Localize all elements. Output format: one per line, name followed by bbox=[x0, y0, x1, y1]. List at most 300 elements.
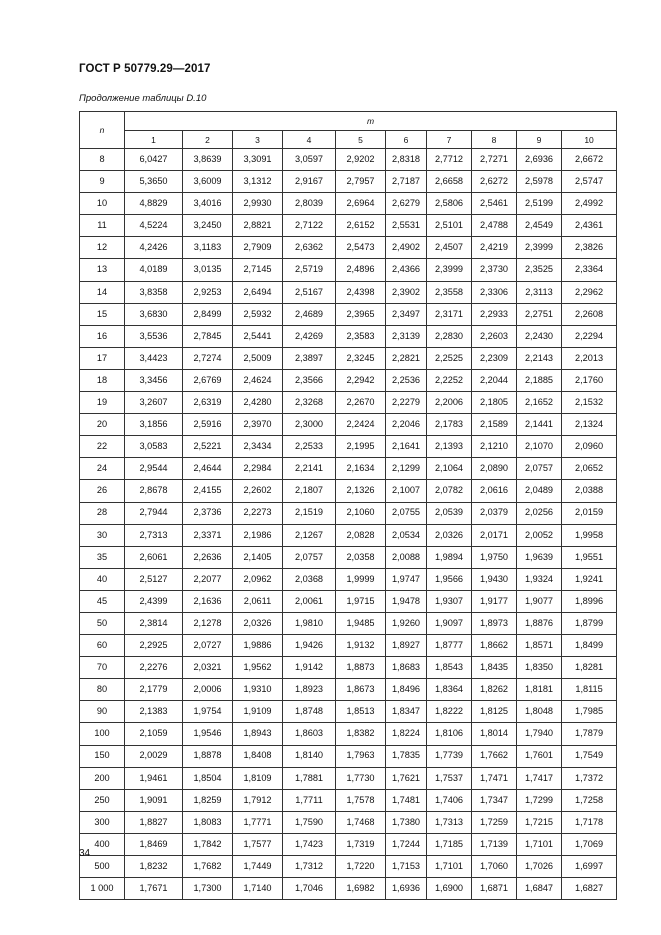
value-cell: 1,8083 bbox=[183, 811, 233, 833]
value-cell: 2,0616 bbox=[472, 480, 517, 502]
column-header-m-1: 1 bbox=[125, 131, 183, 149]
value-cell: 2,1405 bbox=[233, 546, 283, 568]
row-n-cell: 60 bbox=[80, 635, 125, 657]
value-cell: 2,4624 bbox=[233, 369, 283, 391]
value-cell: 1,7771 bbox=[233, 811, 283, 833]
value-cell: 3,2450 bbox=[183, 215, 233, 237]
value-cell: 1,7879 bbox=[562, 723, 617, 745]
value-cell: 1,9260 bbox=[386, 612, 427, 634]
table-row bbox=[80, 524, 617, 546]
value-cell: 1,8224 bbox=[386, 723, 427, 745]
value-cell: 2,3171 bbox=[427, 303, 472, 325]
value-cell: 2,0326 bbox=[233, 612, 283, 634]
value-cell: 2,6272 bbox=[472, 171, 517, 193]
value-cell: 4,8829 bbox=[125, 193, 183, 215]
value-cell: 2,2942 bbox=[336, 369, 386, 391]
value-cell: 1,8571 bbox=[517, 635, 562, 657]
value-cell: 1,8014 bbox=[472, 723, 517, 745]
value-cell: 1,7069 bbox=[562, 833, 617, 855]
value-cell: 1,8181 bbox=[517, 679, 562, 701]
value-cell: 2,4399 bbox=[125, 590, 183, 612]
table-row bbox=[80, 546, 617, 568]
value-cell: 1,7842 bbox=[183, 833, 233, 855]
value-cell: 2,6362 bbox=[283, 237, 336, 259]
value-cell: 2,5009 bbox=[233, 347, 283, 369]
value-cell: 2,2006 bbox=[427, 392, 472, 414]
row-n-cell: 40 bbox=[80, 568, 125, 590]
value-cell: 1,9551 bbox=[562, 546, 617, 568]
table-row bbox=[80, 612, 617, 634]
value-cell: 2,5221 bbox=[183, 436, 233, 458]
value-cell: 2,2751 bbox=[517, 303, 562, 325]
value-cell: 2,4155 bbox=[183, 480, 233, 502]
value-cell: 2,0061 bbox=[283, 590, 336, 612]
value-cell: 1,9310 bbox=[233, 679, 283, 701]
value-cell: 1,8662 bbox=[472, 635, 517, 657]
value-cell: 2,1393 bbox=[427, 436, 472, 458]
value-cell: 2,7845 bbox=[183, 325, 233, 347]
value-cell: 2,5531 bbox=[386, 215, 427, 237]
value-cell: 1,8125 bbox=[472, 701, 517, 723]
value-cell: 1,6997 bbox=[562, 856, 617, 878]
value-cell: 1,7835 bbox=[386, 745, 427, 767]
value-cell: 1,7963 bbox=[336, 745, 386, 767]
value-cell: 1,7577 bbox=[233, 833, 283, 855]
value-cell: 2,7944 bbox=[125, 502, 183, 524]
value-cell: 2,1060 bbox=[336, 502, 386, 524]
value-cell: 2,6279 bbox=[386, 193, 427, 215]
value-cell: 2,5719 bbox=[283, 259, 336, 281]
value-cell: 2,1636 bbox=[183, 590, 233, 612]
value-cell: 3,4423 bbox=[125, 347, 183, 369]
value-cell: 2,0358 bbox=[336, 546, 386, 568]
value-cell: 2,4398 bbox=[336, 281, 386, 303]
value-cell: 2,6494 bbox=[233, 281, 283, 303]
table-row bbox=[80, 657, 617, 679]
value-cell: 2,3139 bbox=[386, 325, 427, 347]
table-row bbox=[80, 878, 617, 900]
row-n-cell: 30 bbox=[80, 524, 125, 546]
value-cell: 1,7537 bbox=[427, 767, 472, 789]
table-row bbox=[80, 856, 617, 878]
value-cell: 2,2141 bbox=[283, 458, 336, 480]
value-cell: 1,7300 bbox=[183, 878, 233, 900]
value-cell: 2,9544 bbox=[125, 458, 183, 480]
value-cell: 1,8943 bbox=[233, 723, 283, 745]
table-row bbox=[80, 502, 617, 524]
value-cell: 2,5441 bbox=[233, 325, 283, 347]
value-cell: 1,7549 bbox=[562, 745, 617, 767]
value-cell: 2,2933 bbox=[472, 303, 517, 325]
value-cell: 2,5101 bbox=[427, 215, 472, 237]
row-n-cell: 50 bbox=[80, 612, 125, 634]
value-cell: 2,3999 bbox=[427, 259, 472, 281]
value-cell: 2,1589 bbox=[472, 414, 517, 436]
value-cell: 1,8799 bbox=[562, 612, 617, 634]
row-n-cell: 11 bbox=[80, 215, 125, 237]
value-cell: 2,2013 bbox=[562, 347, 617, 369]
row-n-cell: 90 bbox=[80, 701, 125, 723]
value-cell: 1,9750 bbox=[472, 546, 517, 568]
value-cell: 2,2821 bbox=[386, 347, 427, 369]
value-cell: 2,0159 bbox=[562, 502, 617, 524]
value-cell: 1,8777 bbox=[427, 635, 472, 657]
value-cell: 2,3730 bbox=[472, 259, 517, 281]
value-cell: 1,7313 bbox=[427, 811, 472, 833]
table-row bbox=[80, 745, 617, 767]
value-cell: 1,7258 bbox=[562, 789, 617, 811]
value-cell: 2,4366 bbox=[386, 259, 427, 281]
value-cell: 3,1312 bbox=[233, 171, 283, 193]
value-cell: 2,4788 bbox=[472, 215, 517, 237]
row-n-cell: 19 bbox=[80, 392, 125, 414]
value-cell: 1,6900 bbox=[427, 878, 472, 900]
value-cell: 1,8106 bbox=[427, 723, 472, 745]
value-cell: 1,8496 bbox=[386, 679, 427, 701]
value-cell: 1,8673 bbox=[336, 679, 386, 701]
value-cell: 2,7957 bbox=[336, 171, 386, 193]
value-cell: 2,7187 bbox=[386, 171, 427, 193]
value-cell: 2,0727 bbox=[183, 635, 233, 657]
table-row bbox=[80, 723, 617, 745]
value-cell: 1,7912 bbox=[233, 789, 283, 811]
column-number-row bbox=[80, 131, 617, 149]
table-row bbox=[80, 215, 617, 237]
value-cell: 2,5916 bbox=[183, 414, 233, 436]
value-cell: 5,3650 bbox=[125, 171, 183, 193]
value-cell: 2,2046 bbox=[386, 414, 427, 436]
row-n-cell: 1 000 bbox=[80, 878, 125, 900]
value-cell: 2,2309 bbox=[472, 347, 517, 369]
value-cell: 1,9109 bbox=[233, 701, 283, 723]
value-cell: 2,0755 bbox=[386, 502, 427, 524]
value-cell: 2,7122 bbox=[283, 215, 336, 237]
value-cell: 1,7259 bbox=[472, 811, 517, 833]
table-row bbox=[80, 281, 617, 303]
table-row bbox=[80, 701, 617, 723]
value-cell: 1,8996 bbox=[562, 590, 617, 612]
value-cell: 2,3736 bbox=[183, 502, 233, 524]
value-cell: 1,7347 bbox=[472, 789, 517, 811]
row-n-cell: 14 bbox=[80, 281, 125, 303]
value-cell: 2,0828 bbox=[336, 524, 386, 546]
value-cell: 2,0171 bbox=[472, 524, 517, 546]
value-cell: 1,7881 bbox=[283, 767, 336, 789]
value-cell: 2,3902 bbox=[386, 281, 427, 303]
value-cell: 2,4902 bbox=[386, 237, 427, 259]
value-cell: 1,8873 bbox=[336, 657, 386, 679]
value-cell: 2,2252 bbox=[427, 369, 472, 391]
column-header-m-4: 4 bbox=[283, 131, 336, 149]
column-header-m-7: 7 bbox=[427, 131, 472, 149]
row-n-cell: 22 bbox=[80, 436, 125, 458]
row-n-cell: 70 bbox=[80, 657, 125, 679]
value-cell: 2,4992 bbox=[562, 193, 617, 215]
value-cell: 1,7299 bbox=[517, 789, 562, 811]
value-cell: 1,8259 bbox=[183, 789, 233, 811]
value-cell: 2,2962 bbox=[562, 281, 617, 303]
value-cell: 2,6769 bbox=[183, 369, 233, 391]
value-cell: 2,5461 bbox=[472, 193, 517, 215]
table-row bbox=[80, 171, 617, 193]
value-cell: 2,3814 bbox=[125, 612, 183, 634]
value-cell: 1,9810 bbox=[283, 612, 336, 634]
value-cell: 2,1519 bbox=[283, 502, 336, 524]
value-cell: 1,9177 bbox=[472, 590, 517, 612]
value-cell: 2,3566 bbox=[283, 369, 336, 391]
value-cell: 1,7601 bbox=[517, 745, 562, 767]
value-cell: 1,9324 bbox=[517, 568, 562, 590]
value-cell: 1,9097 bbox=[427, 612, 472, 634]
value-cell: 2,4280 bbox=[233, 392, 283, 414]
value-cell: 2,1064 bbox=[427, 458, 472, 480]
value-cell: 1,6827 bbox=[562, 878, 617, 900]
row-n-cell: 100 bbox=[80, 723, 125, 745]
table-container bbox=[79, 111, 616, 900]
row-n-cell: 26 bbox=[80, 480, 125, 502]
value-cell: 1,7940 bbox=[517, 723, 562, 745]
value-cell: 1,8927 bbox=[386, 635, 427, 657]
value-cell: 1,8232 bbox=[125, 856, 183, 878]
critical-values-table bbox=[79, 111, 617, 900]
value-cell: 2,2533 bbox=[283, 436, 336, 458]
value-cell: 1,7101 bbox=[427, 856, 472, 878]
value-cell: 1,6936 bbox=[386, 878, 427, 900]
table-row bbox=[80, 259, 617, 281]
value-cell: 2,3434 bbox=[233, 436, 283, 458]
value-cell: 2,3970 bbox=[233, 414, 283, 436]
value-cell: 2,5127 bbox=[125, 568, 183, 590]
value-cell: 3,3456 bbox=[125, 369, 183, 391]
value-cell: 2,0326 bbox=[427, 524, 472, 546]
value-cell: 2,3364 bbox=[562, 259, 617, 281]
value-cell: 1,8281 bbox=[562, 657, 617, 679]
value-cell: 1,7060 bbox=[472, 856, 517, 878]
value-cell: 1,7185 bbox=[427, 833, 472, 855]
value-cell: 1,7730 bbox=[336, 767, 386, 789]
value-cell: 3,0597 bbox=[283, 149, 336, 171]
value-cell: 2,3558 bbox=[427, 281, 472, 303]
value-cell: 1,7671 bbox=[125, 878, 183, 900]
value-cell: 2,2603 bbox=[472, 325, 517, 347]
value-cell: 4,2426 bbox=[125, 237, 183, 259]
value-cell: 3,2607 bbox=[125, 392, 183, 414]
row-n-cell: 250 bbox=[80, 789, 125, 811]
value-cell: 1,9478 bbox=[386, 590, 427, 612]
value-cell: 1,8140 bbox=[283, 745, 336, 767]
value-cell: 2,0006 bbox=[183, 679, 233, 701]
value-cell: 2,5473 bbox=[336, 237, 386, 259]
column-header-m-3: 3 bbox=[233, 131, 283, 149]
value-cell: 2,9253 bbox=[183, 281, 233, 303]
table-row bbox=[80, 679, 617, 701]
row-n-cell: 10 bbox=[80, 193, 125, 215]
value-cell: 2,2077 bbox=[183, 568, 233, 590]
value-cell: 2,1779 bbox=[125, 679, 183, 701]
value-cell: 1,7471 bbox=[472, 767, 517, 789]
value-cell: 1,8408 bbox=[233, 745, 283, 767]
value-cell: 2,3000 bbox=[283, 414, 336, 436]
value-cell: 2,4549 bbox=[517, 215, 562, 237]
value-cell: 2,1059 bbox=[125, 723, 183, 745]
value-cell: 2,0368 bbox=[283, 568, 336, 590]
table-row bbox=[80, 789, 617, 811]
value-cell: 1,6982 bbox=[336, 878, 386, 900]
value-cell: 1,9430 bbox=[472, 568, 517, 590]
row-n-cell: 28 bbox=[80, 502, 125, 524]
row-n-cell: 45 bbox=[80, 590, 125, 612]
row-n-cell: 35 bbox=[80, 546, 125, 568]
table-row bbox=[80, 767, 617, 789]
value-cell: 1,7380 bbox=[386, 811, 427, 833]
value-cell: 2,0388 bbox=[562, 480, 617, 502]
value-cell: 1,7406 bbox=[427, 789, 472, 811]
value-cell: 2,3371 bbox=[183, 524, 233, 546]
table-row bbox=[80, 436, 617, 458]
value-cell: 2,3113 bbox=[517, 281, 562, 303]
row-n-cell: 15 bbox=[80, 303, 125, 325]
value-cell: 2,0652 bbox=[562, 458, 617, 480]
value-cell: 3,0135 bbox=[183, 259, 233, 281]
value-cell: 1,7449 bbox=[233, 856, 283, 878]
value-cell: 1,8513 bbox=[336, 701, 386, 723]
value-cell: 1,7468 bbox=[336, 811, 386, 833]
value-cell: 1,7140 bbox=[233, 878, 283, 900]
value-cell: 2,1760 bbox=[562, 369, 617, 391]
value-cell: 2,3245 bbox=[336, 347, 386, 369]
value-cell: 1,7220 bbox=[336, 856, 386, 878]
value-cell: 1,9894 bbox=[427, 546, 472, 568]
value-cell: 2,6964 bbox=[336, 193, 386, 215]
value-cell: 2,1885 bbox=[517, 369, 562, 391]
value-cell: 3,6009 bbox=[183, 171, 233, 193]
value-cell: 1,9241 bbox=[562, 568, 617, 590]
value-cell: 3,0583 bbox=[125, 436, 183, 458]
value-cell: 1,8543 bbox=[427, 657, 472, 679]
m-group-header: m bbox=[125, 112, 617, 131]
value-cell: 1,7481 bbox=[386, 789, 427, 811]
value-cell: 2,9202 bbox=[336, 149, 386, 171]
value-cell: 2,1986 bbox=[233, 524, 283, 546]
value-cell: 1,7215 bbox=[517, 811, 562, 833]
value-cell: 2,0539 bbox=[427, 502, 472, 524]
value-cell: 1,8115 bbox=[562, 679, 617, 701]
value-cell: 3,4016 bbox=[183, 193, 233, 215]
value-cell: 1,8876 bbox=[517, 612, 562, 634]
value-cell: 2,7909 bbox=[233, 237, 283, 259]
row-n-cell: 20 bbox=[80, 414, 125, 436]
value-cell: 2,0962 bbox=[233, 568, 283, 590]
value-cell: 1,7590 bbox=[283, 811, 336, 833]
value-cell: 2,4219 bbox=[472, 237, 517, 259]
value-cell: 3,3091 bbox=[233, 149, 283, 171]
row-n-cell: 500 bbox=[80, 856, 125, 878]
value-cell: 2,1070 bbox=[517, 436, 562, 458]
value-cell: 2,2636 bbox=[183, 546, 233, 568]
value-cell: 1,8382 bbox=[336, 723, 386, 745]
value-cell: 1,8973 bbox=[472, 612, 517, 634]
table-row bbox=[80, 568, 617, 590]
table-caption: Продолжение таблицы D.10 bbox=[79, 93, 207, 104]
value-cell: 1,7372 bbox=[562, 767, 617, 789]
table-head bbox=[80, 112, 617, 149]
value-cell: 2,0052 bbox=[517, 524, 562, 546]
row-n-cell: 200 bbox=[80, 767, 125, 789]
value-cell: 1,9091 bbox=[125, 789, 183, 811]
value-cell: 1,9426 bbox=[283, 635, 336, 657]
value-cell: 1,8347 bbox=[386, 701, 427, 723]
value-cell: 2,3897 bbox=[283, 347, 336, 369]
value-cell: 2,2525 bbox=[427, 347, 472, 369]
value-cell: 2,6936 bbox=[517, 149, 562, 171]
value-cell: 2,2830 bbox=[427, 325, 472, 347]
value-cell: 1,8435 bbox=[472, 657, 517, 679]
value-cell: 1,6847 bbox=[517, 878, 562, 900]
value-cell: 1,7312 bbox=[283, 856, 336, 878]
value-cell: 2,2294 bbox=[562, 325, 617, 347]
value-cell: 2,0890 bbox=[472, 458, 517, 480]
value-cell: 2,2279 bbox=[386, 392, 427, 414]
value-cell: 2,1007 bbox=[386, 480, 427, 502]
value-cell: 2,0321 bbox=[183, 657, 233, 679]
value-cell: 2,4507 bbox=[427, 237, 472, 259]
value-cell: 2,6152 bbox=[336, 215, 386, 237]
value-cell: 6,0427 bbox=[125, 149, 183, 171]
value-cell: 2,1278 bbox=[183, 612, 233, 634]
table-body bbox=[80, 149, 617, 900]
row-n-cell: 150 bbox=[80, 745, 125, 767]
value-cell: 1,9485 bbox=[336, 612, 386, 634]
row-n-cell: 9 bbox=[80, 171, 125, 193]
row-n-cell: 8 bbox=[80, 149, 125, 171]
value-cell: 1,7423 bbox=[283, 833, 336, 855]
column-header-m-2: 2 bbox=[183, 131, 233, 149]
value-cell: 1,7026 bbox=[517, 856, 562, 878]
value-cell: 2,1383 bbox=[125, 701, 183, 723]
value-cell: 2,1324 bbox=[562, 414, 617, 436]
value-cell: 1,9546 bbox=[183, 723, 233, 745]
value-cell: 1,8827 bbox=[125, 811, 183, 833]
value-cell: 1,6871 bbox=[472, 878, 517, 900]
value-cell: 3,6830 bbox=[125, 303, 183, 325]
value-cell: 2,0611 bbox=[233, 590, 283, 612]
value-cell: 2,2602 bbox=[233, 480, 283, 502]
document-title: ГОСТ Р 50779.29—2017 bbox=[79, 63, 211, 75]
value-cell: 2,8318 bbox=[386, 149, 427, 171]
value-cell: 2,0757 bbox=[283, 546, 336, 568]
value-cell: 2,5932 bbox=[233, 303, 283, 325]
value-cell: 2,1210 bbox=[472, 436, 517, 458]
value-cell: 2,4269 bbox=[283, 325, 336, 347]
column-header-m-8: 8 bbox=[472, 131, 517, 149]
value-cell: 2,1299 bbox=[386, 458, 427, 480]
value-cell: 2,1267 bbox=[283, 524, 336, 546]
value-cell: 2,0029 bbox=[125, 745, 183, 767]
value-cell: 2,2143 bbox=[517, 347, 562, 369]
value-cell: 2,0782 bbox=[427, 480, 472, 502]
table-row bbox=[80, 369, 617, 391]
value-cell: 3,8358 bbox=[125, 281, 183, 303]
n-column-header: n bbox=[80, 112, 125, 149]
row-n-cell: 400 bbox=[80, 833, 125, 855]
value-cell: 1,9307 bbox=[427, 590, 472, 612]
value-cell: 2,2044 bbox=[472, 369, 517, 391]
value-cell: 2,6061 bbox=[125, 546, 183, 568]
value-cell: 2,1634 bbox=[336, 458, 386, 480]
value-cell: 1,7578 bbox=[336, 789, 386, 811]
value-cell: 1,8603 bbox=[283, 723, 336, 745]
table-row bbox=[80, 303, 617, 325]
